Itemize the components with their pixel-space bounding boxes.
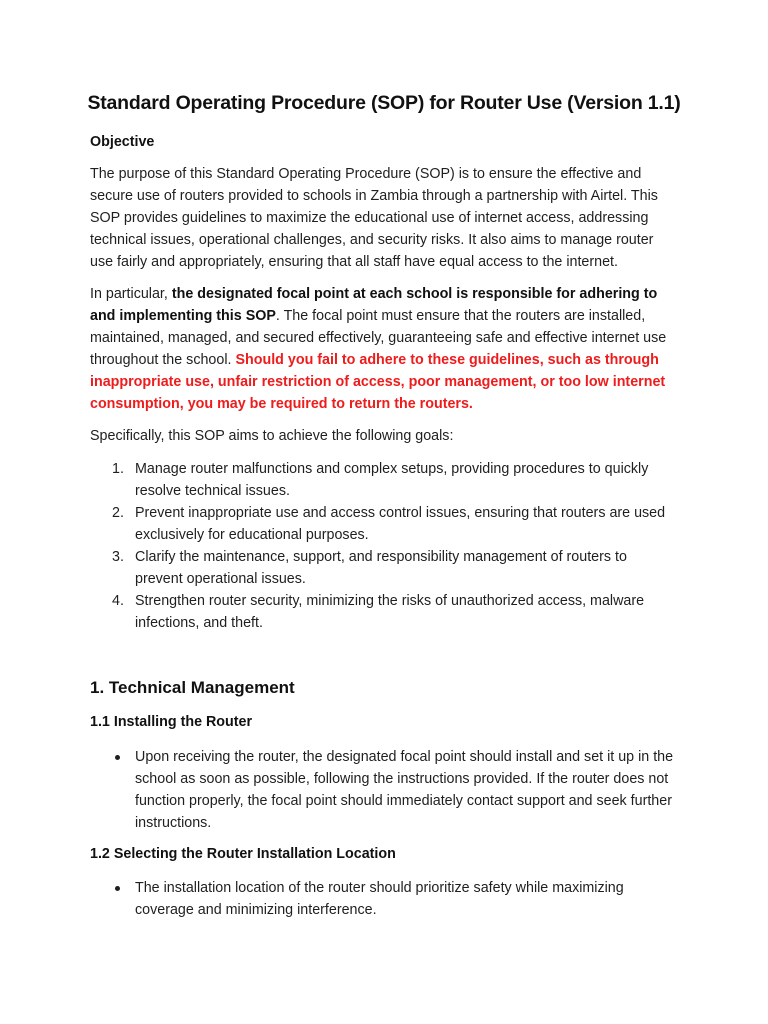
goal-item (90, 502, 676, 546)
list-item (90, 746, 676, 834)
bullet-icon (115, 755, 120, 760)
objective-paragraph-focal-point (90, 283, 676, 415)
paragraph-middle-text: . The focal point must ensure that the routers are installed, maintained, managed, and secured effectively, guaranteeing safe and effective internet use throughout the school. (90, 308, 667, 368)
paragraph-lead-text: In particular, (90, 286, 172, 302)
goal-number: 4. (112, 593, 124, 609)
section-technical-management-heading: 1. Technical Management (90, 678, 295, 697)
objective-paragraph-purpose: The purpose of this Standard Operating Procedure (SOP) is to ensure the effective and secure use of routers provided to schools in Zambia through a partnership with Airtel. This SOP provides guidelines to maximize the educational use of internet access, addressing technical issues, operational challenges, and security risks. It also aims to manage router use fairly and appropriately, ensuring that all staff have equal access to the internet. (90, 166, 658, 270)
objective-heading: Objective (90, 134, 155, 150)
subsection-location-heading: 1.2 Selecting the Router Installation Location (90, 846, 396, 862)
goal-number: 3. (112, 549, 124, 565)
goal-text: Manage router malfunctions and complex setups, providing procedures to quickly resolve technical issues. (135, 461, 649, 499)
bullet-icon (115, 886, 120, 891)
list-item (90, 877, 676, 921)
goals-intro: Specifically, this SOP aims to achieve the following goals: (90, 428, 454, 444)
warning-text: Should you fail to adhere to these guidelines, such as through inappropriate use, unfair restriction of access, poor management, or too low internet consumption, you may be required to return the routers. (90, 352, 666, 412)
goals-list (90, 458, 676, 634)
document-title: Standard Operating Procedure (SOP) for Router Use (Version 1.1) (87, 92, 681, 114)
location-list (90, 877, 676, 921)
goal-item (90, 590, 676, 634)
installing-router-list (90, 746, 676, 834)
goal-item (90, 546, 676, 590)
goal-text: Strengthen router security, minimizing the risks of unauthorized access, malware infections, and theft. (135, 593, 645, 631)
list-item-text: The installation location of the router should prioritize safety while maximizing coverage and minimizing interference. (135, 880, 624, 918)
list-item-text: Upon receiving the router, the designated focal point should install and set it up in the school as soon as possible, following the instructions provided. If the router does not function properly, the focal point should immediately contact support and seek further instructions. (135, 749, 674, 831)
goal-text: Clarify the maintenance, support, and responsibility management of routers to prevent operational issues. (135, 549, 627, 587)
goal-item (90, 458, 676, 502)
goal-number: 2. (112, 505, 124, 521)
goal-number: 1. (112, 461, 124, 477)
goal-text: Prevent inappropriate use and access control issues, ensuring that routers are used exclusively for educational purposes. (135, 505, 666, 543)
subsection-installing-router-heading: 1.1 Installing the Router (90, 714, 253, 730)
focal-point-responsibility-text: the designated focal point at each school is responsible for adhering to and implementing this SOP (90, 286, 658, 324)
